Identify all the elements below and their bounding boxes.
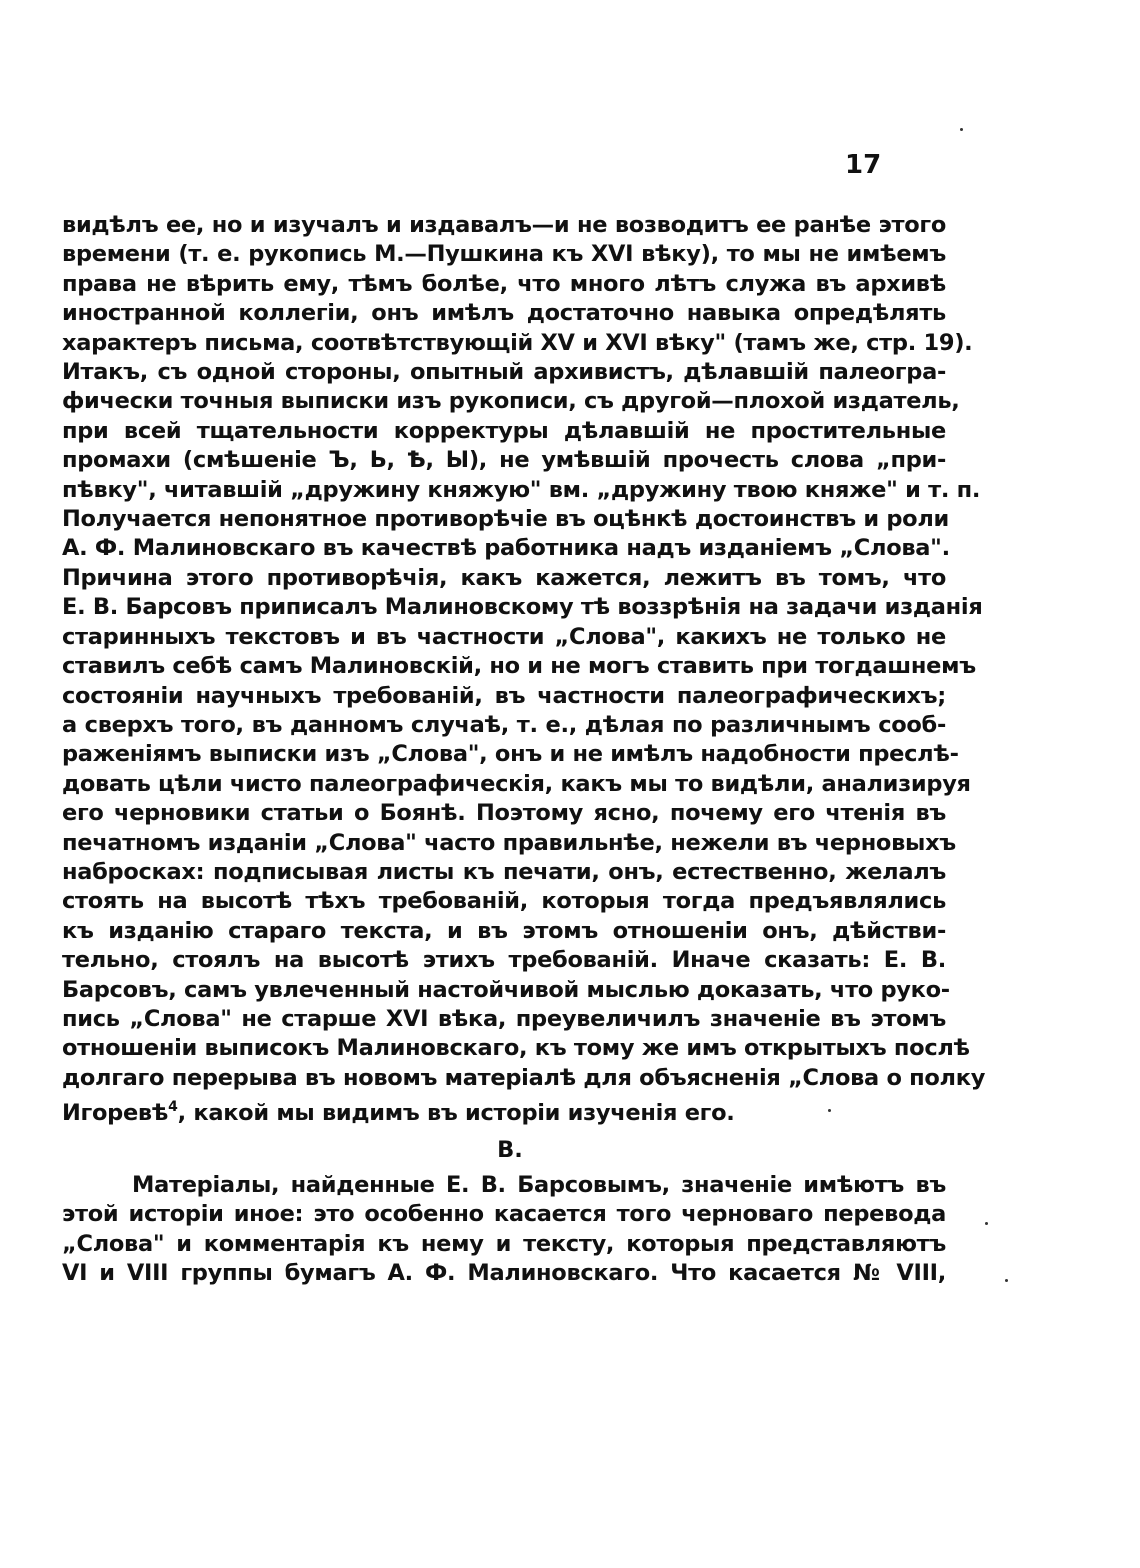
- main-text-line: пись „Слова" не старше XVI вѣка, преувеличилъ значеніе въ этомъ: [62, 1005, 946, 1032]
- main-text-line: его черновики статьи о Боянѣ. Поэтому ясно, почему его чтенія въ: [62, 800, 946, 827]
- section-text-line: Матеріалы, найденные Е. В. Барсовымъ, значеніе имѣютъ въ: [132, 1172, 946, 1198]
- main-text-line: А. Ф. Малиновскаго въ качествѣ работника надъ изданіемъ „Слова".: [62, 535, 950, 562]
- main-text-line: Итакъ, съ одной стороны, опытный архивистъ, дѣлавшій палеогра-: [62, 359, 946, 386]
- main-text-line: старинныхъ текстовъ и въ частности „Слова", какихъ не только не: [62, 623, 946, 650]
- main-text-line: пѣвку", читавшій „дружину княжую" вм. „дружину твою княже" и т. п.: [62, 476, 981, 503]
- main-text-line: состояніи научныхъ требованій, въ частности палеографическихъ;: [62, 682, 946, 709]
- main-text-line: ставилъ себѣ самъ Малиновскій, но и не могъ ставить при тогдашнемъ: [62, 653, 976, 680]
- main-text-line: стоять на высотѣ тѣхъ требованій, которыя тогда предъявлялись: [62, 888, 946, 915]
- main-text-line: тельно, стоялъ на высотѣ этихъ требованій. Иначе сказать: Е. В.: [62, 947, 946, 974]
- scan-speck: [960, 128, 963, 131]
- page-number: 17: [845, 150, 882, 180]
- section-paragraph: [62, 1171, 946, 1289]
- main-text-line: долгаго перерыва въ новомъ матеріалѣ для объясненія „Слова о полку: [62, 1064, 986, 1091]
- main-text-line: иностранной коллегіи, онъ имѣлъ достаточно навыка опредѣлять: [62, 300, 946, 327]
- main-text-line: а сверхъ того, въ данномъ случаѣ, т. е., дѣлая по различнымъ сооб-: [62, 711, 946, 738]
- main-text-line: промахи (смѣшеніе Ъ, Ь, Ѣ, Ы), не умѣвшій прочесть слова „при-: [62, 447, 946, 474]
- main-text-line: печатномъ изданіи „Слова" часто правильнѣе, нежели въ черновыхъ: [62, 829, 956, 856]
- main-text-line: Е. В. Барсовъ приписалъ Малиновскому тѣ воззрѣнія на задачи изданія: [62, 594, 983, 621]
- footnote-marker[interactable]: 4: [168, 1099, 178, 1116]
- main-paragraph: [62, 211, 986, 1129]
- main-text-line: Причина этого противорѣчія, какъ кажется, лежитъ въ томъ, что: [62, 564, 946, 591]
- scan-speck: [985, 1222, 988, 1225]
- main-text-line: характеръ письма, соотвѣтствующій XV и XVI вѣку" (тамъ же, стр. 19).: [62, 329, 973, 356]
- main-text-line: довать цѣли чисто палеографическія, какъ мы то видѣли, анализируя: [62, 770, 971, 797]
- main-text-line: отношеніи выписокъ Малиновскаго, къ тому же имъ открытыхъ послѣ: [62, 1035, 970, 1062]
- main-text-line: набросках: подписывая листы къ печати, онъ, естественно, желалъ: [62, 858, 946, 885]
- main-text-line: права не вѣрить ему, тѣмъ болѣе, что много лѣтъ служа въ архивѣ: [62, 270, 946, 297]
- closing-line-start: Игоревѣ: [62, 1100, 169, 1127]
- main-text-line: времени (т. е. рукопись М.—Пушкина къ XVI вѣку), то мы не имѣемъ: [62, 241, 946, 268]
- scan-speck: [828, 1109, 831, 1112]
- main-text-line: раженіямъ выписки изъ „Слова", онъ и не имѣлъ надобности преслѣ-: [62, 741, 959, 768]
- main-text-line: при всей тщательности корректуры дѣлавшій не простительные: [62, 417, 946, 444]
- closing-line-end: , какой мы видимъ въ исторіи изученія его.: [177, 1100, 735, 1127]
- section-text-line: этой исторіи иное: это особенно касается того черноваго перевода: [62, 1201, 946, 1228]
- main-text-line: фически точныя выписки изъ рукописи, съ другой—плохой издатель,: [62, 388, 960, 415]
- scan-speck: [1005, 1279, 1008, 1282]
- main-text-line: видѣлъ ее, но и изучалъ и издавалъ—и не возводитъ ее ранѣе этого: [62, 212, 946, 238]
- main-text-line: Барсовъ, самъ увлеченный настойчивой мыслью доказать, что руко-: [62, 976, 950, 1003]
- section-text-line: „Слова" и комментарія къ нему и тексту, которыя представляютъ: [62, 1230, 946, 1257]
- section-text-line: VI и VIII группы бумагъ А. Ф. Малиновскаго. Что касается № VIII,: [62, 1260, 946, 1287]
- main-text-line: къ изданію стараго текста, и въ этомъ отношеніи онъ, дѣйстви-: [62, 917, 946, 944]
- paragraph-closing-line: [62, 1093, 946, 1128]
- section-heading: В.: [497, 1137, 523, 1163]
- main-text-line: Получается непонятное противорѣчіе въ оцѣнкѣ достоинствъ и роли: [62, 506, 949, 533]
